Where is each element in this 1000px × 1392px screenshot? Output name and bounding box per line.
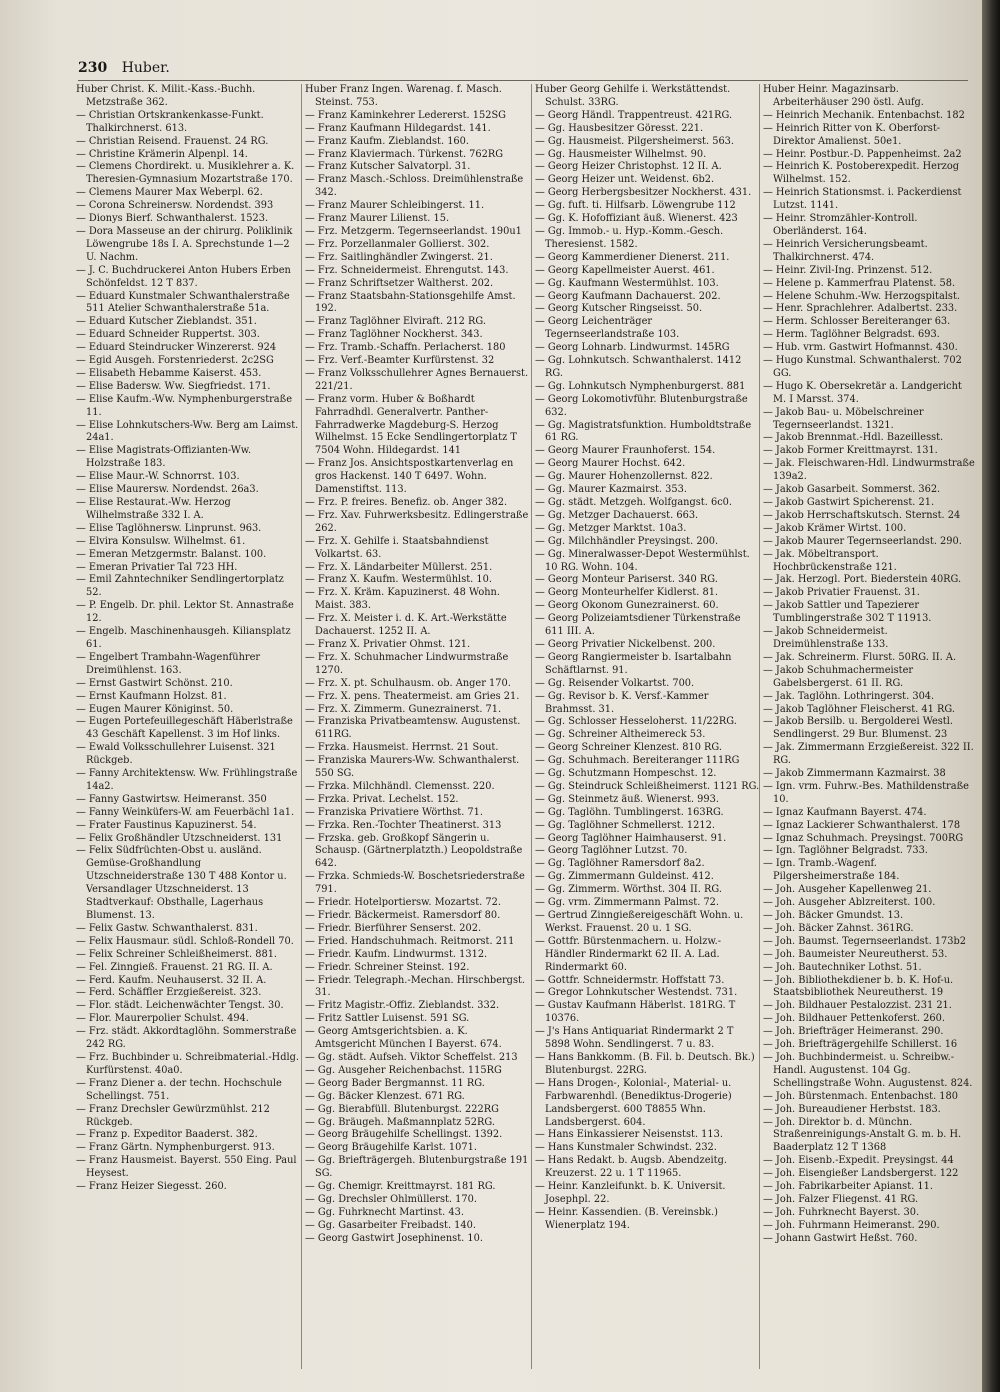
directory-entry: — Jak. Fleischwaren-Hdl. Lindwurmstraße 139a2. <box>763 458 975 483</box>
directory-entry: — Elise Magistrats-Offizianten-Ww. Holzstraße 183. <box>76 445 252 470</box>
directory-entry: — Ewald Volksschullehrer Luisenst. 321 Rückgeb. <box>76 742 276 767</box>
directory-entry: — Frzka. Ren.-Tochter Theatinerst. 313 <box>305 819 502 831</box>
directory-entry: — Heinr. Kassendien. (B. Vereinsbk.) Wienerplatz 194. <box>535 1206 718 1231</box>
directory-entry: — Franz Kaminkehrer Ledererst. 152SG <box>305 109 506 121</box>
directory-entry: — Franz Diener a. der techn. Hochschule Schellingst. 751. <box>76 1077 282 1102</box>
directory-entry: — Franz Taglöhner Elviraft. 212 RG. <box>305 316 486 328</box>
directory-entry: — Gg. Reisender Volkartst. 700. <box>535 677 695 689</box>
directory-entry: — Georg Herbergsbesitzer Nockherst. 431. <box>535 187 752 199</box>
directory-entry: — Gg. Immob.- u. Hyp.-Komm.-Gesch. Theresienst. 1582. <box>535 225 724 250</box>
directory-entry: — Frater Faustinus Kapuzinerst. 54. <box>76 819 257 831</box>
column-1 <box>76 84 301 1384</box>
directory-entry: — Frz. Schneidermeist. Ehrengutst. 143. <box>305 264 509 276</box>
directory-entry: — Georg Monteurhelfer Kidlerst. 81. <box>535 587 719 599</box>
directory-entry: — Frz. X. Gehilfe i. Staatsbahndienst Volkartst. 63. <box>305 535 489 560</box>
directory-entry: — Gg. Zimmerm. Wörthst. 304 II. RG. <box>535 884 722 896</box>
directory-entry: — Joh. Bautechniker Lothst. 51. <box>763 961 922 973</box>
directory-entry: — Fel. Zinngieß. Frauenst. 21 RG. II. A. <box>76 961 273 973</box>
directory-entry: — Gottfr. Schneidermstr. Hoffstatt 73. <box>535 974 725 986</box>
directory-entry: — Georg Monteur Pariserst. 340 RG. <box>535 574 718 586</box>
directory-entry: — Gustav Kaufmann Häberlst. 181RG. T 10376. <box>535 1000 736 1025</box>
directory-entry: — Georg Händl. Trappentreust. 421RG. <box>535 109 733 121</box>
column-3 <box>535 84 760 1384</box>
directory-entry: Huber Christ. K. Milit.-Kass.-Buchh. Metzstraße 362. <box>76 84 256 108</box>
directory-entry: — Gg. Metzger Dachauerst. 663. <box>535 509 699 521</box>
directory-entry: — Jakob Gasarbeit. Sommerst. 362. <box>763 484 941 496</box>
directory-entry: — Friedr. Telegraph.-Mechan. Hirschbergst. 31. <box>305 974 526 999</box>
directory-entry: — Frz. Saitlinghändler Zwingerst. 21. <box>305 251 493 263</box>
directory-entry: Huber Georg Gehilfe i. Werkstättendst. Schulst. 33RG. <box>535 84 731 108</box>
directory-entry: — Gg. städt. Aufseh. Viktor Scheffelst. 213 <box>305 1051 518 1063</box>
directory-entry: — Ignaz Schuhmach. Preysingst. 700RG <box>763 832 964 844</box>
directory-entry: — Dora Masseuse an der chirurg. Poliklinik Löwengrube 18s I. A. Sprechstunde 1—2 U. Nachm. <box>76 225 293 263</box>
directory-entry: — Gg. Metzger Marktst. 10a3. <box>535 522 687 534</box>
directory-entry: — Ernst Gastwirt Schönst. 210. <box>76 677 233 689</box>
directory-entry: — Hans Einkassierer Neisenstst. 113. <box>535 1129 723 1141</box>
directory-entry: — Gg. K. Hofoffiziant äuß. Wienerst. 423 <box>535 213 738 225</box>
directory-entry: — Gg. Chemigr. Kreittmayrst. 181 RG. <box>305 1181 496 1193</box>
directory-entry: — Georg Gastwirt Josephinenst. 10. <box>305 1232 483 1244</box>
directory-entry: — Gg. Zimmermann Guldeinst. 412. <box>535 871 714 883</box>
directory-entry: — Herm. Schlosser Bereiteranger 63. <box>763 316 951 328</box>
directory-entry: — Fritz Sattler Luisenst. 591 SG. <box>305 1013 470 1025</box>
directory-entry: — Gg. städt. Metzgeh. Wolfgangst. 6c0. <box>535 497 733 508</box>
directory-entry: — Jak. Herzogl. Port. Biederstein 40RG. <box>763 574 962 586</box>
directory-entry: — Georg Amtsgerichtsbien. a. K. Amtsgericht München I Bayerst. 674. <box>305 1026 502 1051</box>
directory-entry: — Joh. Bildhauer Pestalozzist. 231 21. <box>763 1000 952 1012</box>
directory-entry: — Gg. Fuhrknecht Martinst. 43. <box>305 1206 464 1218</box>
directory-entry: — Joh. Bibliothekdiener b. b. K. Hof-u. Staatsbibliothek Neureutherst. 19 <box>763 974 954 999</box>
directory-entry: — Frzka. Hausmeist. Herrnst. 21 Sout. <box>305 742 499 754</box>
directory-entry: — Helene p. Kammerfrau Platenst. 58. <box>763 277 956 289</box>
directory-entry: — Jakob Former Kreittmayrst. 131. <box>763 445 938 457</box>
directory-entry: — Heinr. Postbur.-D. Pappenheimst. 2a2 <box>763 148 962 160</box>
directory-entry: — Elise Lohnkutschers-Ww. Berg am Laimst. 24a1. <box>76 419 299 444</box>
directory-entry: — Joh. Briefträgergehilfe Schillerst. 16 <box>763 1039 958 1051</box>
directory-entry: — Georg Schreiner Klenzest. 810 RG. <box>535 742 723 754</box>
directory-entry: — Ferd. Schäffler Erzgießereist. 323. <box>76 987 262 999</box>
directory-entry: — Eduard Steindrucker Winzererst. 924 <box>76 342 277 354</box>
directory-entry: — Eduard Kunstmaler Schwanthalerstraße 511 Atelier Schwanthalerstraße 51a. <box>76 290 290 315</box>
directory-entry: — Gg. Taglöhn. Tumblingerst. 163RG. <box>535 806 724 818</box>
directory-entry: — Henr. Sprachlehrer. Adalbertst. 233. <box>763 303 958 315</box>
directory-entry: — Engelb. Maschinenhausgeh. Kiliansplatz 61. <box>76 626 291 650</box>
directory-entry: — Georg Kaufmann Dachauerst. 202. <box>535 290 721 302</box>
directory-entry: — Georg Okonom Gunezrainerst. 60. <box>535 600 719 612</box>
directory-entry: — Fritz Magistr.-Offiz. Zieblandst. 332. <box>305 1000 500 1012</box>
column-4 <box>763 84 975 1384</box>
directory-entry: — Joh. Bildhauer Pettenkoferst. 260. <box>763 1013 945 1025</box>
directory-entry: — Georg Polizeiamtsdiener Türkenstraße 611 III. A. <box>535 613 741 638</box>
directory-entry: — Hans Bankkomm. (B. Fil. b. Deutsch. Bk.) Blutenburgst. 22RG. <box>535 1051 755 1076</box>
directory-entry: — Gg. Kaufmann Westermühlst. 103. <box>535 277 719 289</box>
directory-entry: — Flor. städt. Leichenwächter Tengst. 30. <box>76 1000 284 1012</box>
directory-entry: — Jakob Taglöhner Fleischerst. 41 RG. <box>763 703 955 715</box>
directory-entry: — Heinrich Ritter von K. Oberforst-Direktor Amalienst. 50e1. <box>763 122 941 147</box>
directory-entry: — Gg. Schreiner Altheimereck 53. <box>535 729 706 741</box>
directory-entry: — Emeran Metzgermstr. Balanst. 100. <box>76 548 267 560</box>
directory-entry: — Jak. Schreinerm. Flurst. 50RG. II. A. <box>763 651 957 663</box>
directory-entry: — Joh. Fuhrmann Heimeranst. 290. <box>763 1219 940 1231</box>
directory-entry: — Eugen Portefeuillegeschäft Häberlstraße 43 Geschäft Kapellenst. 3 im Hof links. <box>76 716 293 741</box>
directory-entry: — Joh. Eisengießer Landsbergerst. 122 <box>763 1168 959 1180</box>
directory-entry: — Felix Großhändler Utzschneiderst. 131 <box>76 832 283 844</box>
directory-entry: — Frz. Buchbinder u. Schreibmaterial.-Hdlg. Kurfürstenst. 40a0. <box>76 1051 300 1076</box>
directory-entry: — Corona Schreinersw. Nordendst. 393 <box>76 200 274 212</box>
directory-entry: — Emil Zahntechniker Sendlingertorplatz 52. <box>76 574 284 599</box>
directory-entry: — Georg Bader Bergmannst. 11 RG. <box>305 1077 485 1089</box>
directory-entry: — Gg. Schutzmann Hompeschst. 12. <box>535 768 717 780</box>
directory-entry: — Joh. Fabrikarbeiter Apianst. 11. <box>763 1181 933 1193</box>
directory-entry: — Hugo Kunstmal. Schwanthalerst. 702 GG. <box>763 355 962 379</box>
directory-entry: — Frzka. Schmieds-W. Boschetsriederstraße 791. <box>305 871 525 896</box>
directory-entry: — Gg. Hausbesitzer Göresst. 221. <box>535 122 704 134</box>
column-divider <box>301 84 302 1369</box>
directory-entry: — Frzka. Privat. Lechelst. 152. <box>305 793 459 805</box>
directory-entry: — Gg. Mineralwasser-Depot Westermühlst. 10 RG. Wohn. 104. <box>535 548 750 573</box>
directory-entry: — Jakob Schneidermeist. Dreimühlenstraße 133. <box>763 626 889 650</box>
directory-entry: — Franz Gärtn. Nymphenburgerst. 913. <box>76 1142 275 1154</box>
directory-entry: — Jak. Taglöhn. Lothringerst. 304. <box>763 690 935 702</box>
directory-entry: — Franziska Privatiere Wörthst. 71. <box>305 806 484 818</box>
directory-entry: — Gg. Maurer Kazmairst. 353. <box>535 484 687 496</box>
directory-entry: Huber Franz Ingen. Warenag. f. Masch. Steinst. 753. <box>305 84 502 108</box>
directory-entry: — Gg. Lohnkutsch. Schwanthalerst. 1412 RG. <box>535 355 742 379</box>
directory-entry: — Gg. Magistratsfunktion. Humboldtstraße 61 RG. <box>535 419 752 444</box>
directory-entry: — Joh. Ausgeher Ablzreiterst. 100. <box>763 897 936 909</box>
column-2 <box>305 84 530 1384</box>
directory-entry: — Ign. vrm. Fuhrw.-Bes. Mathildenstraße 10. <box>763 780 969 805</box>
directory-entry: — Gregor Lohnkutscher Westendst. 731. <box>535 987 738 999</box>
directory-entry: — Frz. X. Meister i. d. K. Art.-Werkstätte Dachauerst. 1252 II. A. <box>305 613 507 638</box>
directory-entry: — Eduard Kutscher Zieblandst. 351. <box>76 316 257 328</box>
directory-entry: — Frz. Xav. Fuhrwerksbesitz. Edlingerstraße 262. <box>305 509 529 534</box>
directory-entry: — Helene Schuhm.-Ww. Herzogspitalst. <box>763 290 961 302</box>
directory-entry: — Georg Bräugehilfe Schellingst. 1392. <box>305 1129 503 1141</box>
directory-entry: — Christian Ortskrankenkasse-Funkt. Thalkirchnerst. 613. <box>76 109 264 134</box>
directory-entry: — J's Hans Antiquariat Rindermarkt 2 T 5898 Wohn. Sendlingerst. 7 u. 83. <box>535 1026 734 1051</box>
directory-entry: — Elise Maurersw. Nordendst. 26a3. <box>76 484 259 496</box>
directory-entry: — Johann Gastwirt Heßst. 760. <box>763 1232 918 1244</box>
column-divider <box>531 84 532 1369</box>
directory-entry: — Gg. Schuhmach. Bereiteranger 111RG <box>535 755 740 767</box>
directory-entry: — Elise Maur.-W. Schnorrst. 103. <box>76 471 240 483</box>
directory-entry: — Gg. Revisor b. K. Versf.-Kammer Brahmsst. 31. <box>535 690 709 715</box>
directory-entry: — Hans Redakt. b. Augsb. Abendzeitg. Kreuzerst. 22 u. 1 T 11965. <box>535 1155 727 1180</box>
directory-entry: — Joh. Eisenb.-Expedit. Preysingst. 44 <box>763 1155 954 1167</box>
running-head: Huber. <box>121 60 170 76</box>
directory-entry: — Elise Restaurat.-Ww. Herzog Wilhelmstraße 332 I. A. <box>76 497 231 521</box>
directory-entry: — Georg Rangiermeister b. Isartalbahn Schäftlarnst. 91. <box>535 651 732 676</box>
directory-entry: — Gg. Drechsler Ohlmüllerst. 170. <box>305 1193 477 1205</box>
directory-entry: — Jakob Bersilb. u. Bergolderei Westl. Sendlingerst. 29 Bur. Blumenst. 23 <box>763 716 953 741</box>
directory-entry: — Fanny Weinküfers-W. am Feuerbächl 1a1. <box>76 806 295 818</box>
directory-entry: — Friedr. Schreiner Steinst. 192. <box>305 961 470 973</box>
directory-entry: — P. Engelb. Dr. phil. Lektor St. Annastraße 12. <box>76 600 294 625</box>
directory-entry: — Jakob Bau- u. Möbelschreiner Tegernseerlandst. 1321. <box>763 406 924 431</box>
directory-entry: — Franz Heizer Siegesst. 260. <box>76 1181 227 1193</box>
directory-entry: — Georg Taglöhner Lutzst. 70. <box>535 845 688 857</box>
directory-entry: — Frzska. geb. Großkopf Sängerin u. Schausp. (Gärtnerplatzth.) Leopoldstraße 642. <box>305 832 523 870</box>
directory-entry: — Georg Heizer unt. Weidenst. 6b2. <box>535 174 715 186</box>
directory-entry: — Flor. Maurerpolier Schulst. 494. <box>76 1013 249 1025</box>
directory-entry: — Frz. X. Kräm. Kapuzinerst. 48 Wohn. Maist. 383. <box>305 587 500 612</box>
directory-entry: — Elise Kaufm.-Ww. Nymphenburgerstraße 11. <box>76 393 292 418</box>
directory-entry: — Franz Hausmeist. Bayerst. 550 Eing. Paul Heysest. <box>76 1155 297 1180</box>
directory-entry: — Ferd. Kaufm. Neuhauserst. 32 II. A. <box>76 974 267 986</box>
directory-entry: — Friedr. Kaufm. Lindwurmst. 1312. <box>305 948 488 960</box>
directory-entry: — Gg. Milchhändler Preysingst. 200. <box>535 535 719 547</box>
directory-entry: — Joh. Baumst. Tegernseerlandst. 173b2 <box>763 935 966 947</box>
directory-entry: — Felix Gastw. Schwanthalerst. 831. <box>76 922 258 934</box>
directory-entry: — Ernst Kaufmann Holzst. 81. <box>76 690 227 702</box>
directory-entry: — Christian Reisend. Frauenst. 24 RG. <box>76 135 269 147</box>
directory-entry: — Gg. Hausmeist. Pilgersheimerst. 563. <box>535 135 735 147</box>
directory-entry: — Heinrich Mechanik. Entenbachst. 182 <box>763 109 965 121</box>
directory-entry: — Gg. Steinmetz äuß. Wienerst. 993. <box>535 793 719 805</box>
directory-entry: — Joh. Baumeister Neureutherst. 53. <box>763 948 948 960</box>
directory-entry: — Georg Maurer Hochst. 642. <box>535 458 686 470</box>
directory-entry: — Frz. X. Schuhmacher Lindwurmstraße 1270. <box>305 651 509 676</box>
directory-entry: — Jakob Sattler und Tapezierer Tumblingerstraße 302 T 11913. <box>763 600 932 625</box>
directory-entry: — Jakob Schuhmachermeister Gabelsbergerst. 61 II. RG. <box>763 664 914 689</box>
directory-entry: — Ignaz Kaufmann Bayerst. 474. <box>763 806 927 818</box>
directory-entry: — Emeran Privatier Tal 723 HH. <box>76 561 238 573</box>
directory-entry: — Gg. Steindruck Schleißheimerst. 1121 RG. <box>535 780 760 792</box>
header-rule <box>78 80 968 81</box>
directory-entry: — Joh. Bäcker Gmundst. 13. <box>763 910 904 921</box>
directory-entry: — Heinrich Stationsmst. i. Packerdienst Lutzst. 1141. <box>763 187 962 212</box>
directory-entry: — Ign. Tramb.-Wagenf. Pilgersheimerstraße 184. <box>763 858 900 883</box>
directory-entry: — Jakob Brennmat.-Hdl. Bazeillesst. <box>763 432 944 444</box>
directory-entry: — Joh. Direktor b. d. Münchn. Straßenreinigungs-Anstalt G. m. b. H. Baaderplatz 12 T 1368 <box>763 1116 962 1154</box>
directory-entry: — Frz. Porzellanmaler Gollierst. 302. <box>305 238 490 250</box>
page-number: 230 <box>78 60 108 76</box>
directory-entry: — Joh. Briefträger Heimeranst. 290. <box>763 1026 944 1038</box>
directory-entry: — Georg Heizer Christophst. 12 II. A. <box>535 161 722 173</box>
directory-entry: — Gg. Schlosser Hesseloherst. 11/22RG. <box>535 716 737 728</box>
directory-entry: — Heinr. Kanzleifunkt. b. K. Universit. Josephpl. 22. <box>535 1181 726 1205</box>
directory-entry: — Joh. Fuhrknecht Bayerst. 30. <box>763 1206 920 1218</box>
directory-entry: — Fanny Gastwirtsw. Heimeranst. 350 <box>76 793 267 805</box>
directory-entry: — Felix Hausmaur. südl. Schloß-Rondell 70. <box>76 935 294 947</box>
directory-entry: — Gg. Taglöhner Ramersdorf 8a2. <box>535 858 705 870</box>
directory-entry: — Franz Kutscher Salvatorpl. 31. <box>305 161 471 173</box>
directory-entry: — Gertrud Zinngießereigeschäft Wohn. u. Werkst. Frauenst. 20 u. 1 SG. <box>535 910 744 934</box>
directory-entry: — Gg. Bäcker Klenzest. 671 RG. <box>305 1090 465 1102</box>
directory-entry: — Georg Lohnarb. Lindwurmst. 145RG <box>535 342 730 354</box>
directory-entry: — Hans Drogen-, Kolonial-, Material- u. Farbwarenhdl. (Benediktus-Drogerie) Landsbergerst. 600 T8855 Whn. Landsbergerst. 604. <box>535 1077 732 1128</box>
directory-entry: — Joh. Falzer Fliegenst. 41 RG. <box>763 1193 919 1205</box>
directory-entry: — Joh. Ausgeher Kapellenweg 21. <box>763 884 932 896</box>
directory-entry: — Herm. Taglöhner Belgradst. 693. <box>763 329 940 341</box>
directory-entry: — Jakob Gastwirt Spicherenst. 21. <box>763 497 935 508</box>
directory-entry: — Gg. Taglöhner Schmellerst. 1212. <box>535 819 715 831</box>
directory-entry: — Friedr. Hotelportiersw. Mozartst. 72. <box>305 897 501 909</box>
directory-entry: — Franziska Privatbeamtensw. Augustenst. 611RG. <box>305 716 521 741</box>
directory-entry: — Jak. Zimmermann Erzgießereist. 322 II. RG. <box>763 742 974 767</box>
directory-entry: — Heinrich Versicherungsbeamt. Thalkirchnerst. 474. <box>763 238 928 263</box>
directory-entry: — Jak. Möbeltransport. Hochbrückenstraße 121. <box>763 548 897 573</box>
directory-entry: — Heinr. Stromzähler-Kontroll. Oberländerst. 164. <box>763 213 918 237</box>
directory-entry: — Georg Bräugehilfe Karlst. 1071. <box>305 1142 477 1154</box>
directory-entry: — Gg. Briefträgergeh. Blutenburgstraße 191 SG. <box>305 1155 529 1180</box>
directory-entry: — Elise Badersw. Ww. Siegfriedst. 171. <box>76 380 271 392</box>
directory-entry: — Frz. X. Zimmerm. Gunezrainerst. 71. <box>305 703 502 715</box>
directory-entry: — Joh. Bäcker Zahnst. 361RG. <box>763 922 914 934</box>
directory-entry: — Felix Südfrüchten-Obst u. ausländ. Gemüse-Großhandlung Utzschneiderstraße 130 T 488 Kontor u. Versandlager Utzschneiderst. 13 Stadtverkauf: Obsthalle, Lagerhaus Blumenst. 13. <box>76 845 287 921</box>
directory-entry: — Felix Schreiner Schleißheimerst. 881. <box>76 948 278 960</box>
directory-entry: — Franz vorm. Huber & Boßhardt Fahrradhdl. Generalvertr. Panther-Fahrradwerke Magdeburg-S. Herzog Wilhelmst. 15 Ecke Sendlingertorplatz T 7504 Wohn. Hildegardst. 141 <box>305 393 517 457</box>
directory-entry: — Gottfr. Bürstenmachern. u. Holzw.-Händler Rindermarkt 62 II. A. Lad. Rindermarkt 60. <box>535 935 722 973</box>
directory-entry: Huber Heinr. Magazinsarb. Arbeiterhäuser 290 östl. Aufg. <box>763 84 924 108</box>
directory-entry: — Georg Leichenträger Tegernseerlandstraße 103. <box>535 316 680 341</box>
directory-entry: — Georg Maurer Fraunhoferst. 154. <box>535 445 716 457</box>
directory-entry: — Fanny Architektensw. Ww. Frühlingstraße 14a2. <box>76 768 298 792</box>
directory-entry: — Hugo K. Obersekretär a. Landgericht M. I Marsst. 374. <box>763 380 962 405</box>
directory-entry: — Franz Kaufmann Hildegardst. 141. <box>305 122 491 134</box>
directory-entry: — Frz. X. pt. Schulhausm. ob. Anger 170. <box>305 677 511 689</box>
directory-entry: — Franziska Maurers-Ww. Schwanthalerst. 550 SG. <box>305 755 520 780</box>
directory-entry: — J. C. Buchdruckerei Anton Hubers Erben Schönfeldst. 12 T 837. <box>76 264 291 289</box>
directory-entry: — Heinrich K. Postoberexpedit. Herzog Wilhelmst. 152. <box>763 161 959 186</box>
directory-entry: — Ign. Taglöhner Belgradst. 733. <box>763 845 928 857</box>
directory-entry: — Georg Kutscher Ringseisst. 50. <box>535 303 703 315</box>
directory-entry: — Engelbert Trambahn-Wagenführer Dreimühlenst. 163. <box>76 651 261 676</box>
directory-entry: — Clemens Maurer Max Weberpl. 62. <box>76 187 263 199</box>
directory-entry: — Franz Volksschullehrer Agnes Bernauerst. 221/21. <box>305 367 529 392</box>
directory-entry: — Joh. Buchbindermeist. u. Schreibw.-Handl. Augustenst. 104 Gg. Schellingstraße Wohn. Augustenst. 824. <box>763 1051 973 1089</box>
directory-entry: — Frz. Verf.-Beamter Kurfürstenst. 32 <box>305 355 495 367</box>
directory-entry: — Georg Kapellmeister Auerst. 461. <box>535 264 715 276</box>
directory-entry: — Fried. Handschuhmach. Reitmorst. 211 <box>305 935 515 947</box>
directory-entry: — Heinr. Zivil-Ing. Prinzenst. 512. <box>763 264 933 276</box>
directory-entry: — Gg. Maurer Hohenzollernst. 822. <box>535 471 713 483</box>
page-header <box>78 60 170 80</box>
directory-entry: — Gg. fuft. ti. Hilfsarb. Löwengrube 112 <box>535 200 736 212</box>
directory-entry: — Frz. X. pens. Theatermeist. am Gries 21. <box>305 690 520 702</box>
directory-entry: — Gg. Bierabfüll. Blutenburgst. 222RG <box>305 1103 499 1115</box>
directory-entry: — Gg. Bräugeh. Maßmannplatz 52RG. <box>305 1116 495 1128</box>
directory-entry: — Franz X. Kaufm. Westermühlst. 10. <box>305 574 492 586</box>
directory-entry: — Franz X. Privatier Ohmst. 121. <box>305 638 471 650</box>
directory-entry: — Franz Drechsler Gewürzmühlst. 212 Rückgeb. <box>76 1103 270 1128</box>
directory-entry: — Joh. Bureaudiener Herbstst. 183. <box>763 1103 941 1115</box>
directory-entry: — Jakob Maurer Tegernseerlandst. 290. <box>763 535 962 547</box>
directory-entry: — Hans Kunstmaler Schwindst. 232. <box>535 1142 717 1154</box>
directory-entry: — Franz Maurer Schleibingerst. 11. <box>305 200 485 212</box>
directory-entry: — Frz. P. freires. Benefiz. ob. Anger 382. <box>305 497 508 508</box>
directory-entry: — Hub. vrm. Gastwirt Hofmannst. 430. <box>763 342 958 354</box>
directory-entry: — Friedr. Bäckermeist. Ramersdorf 80. <box>305 910 501 921</box>
directory-entry: — Franz Masch.-Schloss. Dreimühlenstraße 342. <box>305 174 524 199</box>
book-edge <box>982 0 1000 1392</box>
directory-entry: — Jakob Privatier Frauenst. 31. <box>763 587 920 599</box>
directory-entry: — Egid Ausgeh. Forstenriederst. 2c2SG <box>76 355 274 367</box>
directory-entry: — Georg Taglöhner Haimhauserst. 91. <box>535 832 727 844</box>
directory-entry: — Eduard Schneider Ruppertst. 303. <box>76 329 260 341</box>
directory-entry: — Gg. vrm. Zimmermann Palmst. 72. <box>535 897 720 909</box>
directory-entry: — Christine Krämerin Alpenpl. 14. <box>76 148 248 160</box>
directory-entry: — Franz Maurer Lilienst. 15. <box>305 213 450 225</box>
directory-entry: — Franz p. Expeditor Baaderst. 382. <box>76 1129 258 1141</box>
directory-entry: — Jakob Krämer Wirtst. 100. <box>763 522 907 534</box>
directory-entry: — Frz. städt. Akkordtaglöhn. Sommerstraße 242 RG. <box>76 1026 297 1051</box>
directory-entry: — Friedr. Bierführer Senserst. 202. <box>305 922 482 934</box>
directory-entry: — Jakob Herrschaftskutsch. Sternst. 24 <box>763 509 961 521</box>
directory-entry: — Georg Privatier Nickelbenst. 200. <box>535 638 716 650</box>
directory-entry: — Gg. Lohnkutsch Nymphenburgerst. 881 <box>535 380 746 392</box>
directory-entry: — Gg. Gasarbeiter Freibadst. 140. <box>305 1219 476 1231</box>
directory-entry: — Elise Taglöhnersw. Linprunst. 963. <box>76 522 262 534</box>
directory-entry: — Franz Klaviermach. Türkenst. 762RG <box>305 148 504 160</box>
directory-entry: — Frzka. Milchhändl. Clemensst. 220. <box>305 780 495 792</box>
directory-entry: — Georg Kammerdiener Dienerst. 211. <box>535 251 730 263</box>
directory-entry: — Frz. Metzgerm. Tegernseerlandst. 190u1 <box>305 225 522 237</box>
directory-entry: — Clemens Chordirekt. u. Musiklehrer a. K. Theresien-Gymnasium Mozartstraße 170. <box>76 161 295 186</box>
directory-entry: — Franz Kaufm. Zieblandst. 160. <box>305 135 470 147</box>
directory-entry: — Frz. X. Ländarbeiter Müllerst. 251. <box>305 561 493 573</box>
directory-entry: — Franz Schriftsetzer Waltherst. 202. <box>305 277 494 289</box>
directory-entry: — Joh. Bürstenmach. Entenbachst. 180 <box>763 1090 959 1102</box>
directory-entry: — Eugen Maurer Königinst. 50. <box>76 703 234 715</box>
directory-entry: — Franz Jos. Ansichtspostkartenverlag en gros Hackenst. 140 T 6497. Wohn. Damenstiftst. 113. <box>305 458 514 496</box>
directory-entry: — Gg. Hausmeister Wilhelmst. 90. <box>535 148 707 160</box>
directory-entry: — Georg Lokomotivführ. Blutenburgstraße 632. <box>535 393 748 418</box>
directory-entry: — Elvira Konsulsw. Wilhelmst. 61. <box>76 535 246 547</box>
directory-entry: — Elisabeth Hebamme Kaiserst. 453. <box>76 367 262 379</box>
directory-entry: — Ignaz Lackierer Schwanthalerst. 178 <box>763 819 961 831</box>
directory-entry: — Gg. Ausgeher Reichenbachst. 115RG <box>305 1064 502 1076</box>
directory-entry: — Franz Staatsbahn-Stationsgehilfe Amst. 192. <box>305 290 516 315</box>
directory-entry: — Dionys Bierf. Schwanthalerst. 1523. <box>76 213 269 225</box>
directory-entry: — Franz Taglöhner Nockherst. 343. <box>305 329 483 341</box>
column-divider <box>759 84 760 1369</box>
directory-entry: — Frz. Tramb.-Schaffn. Perlacherst. 180 <box>305 342 506 354</box>
directory-entry: — Jakob Zimmermann Kazmairst. 38 <box>763 768 946 780</box>
